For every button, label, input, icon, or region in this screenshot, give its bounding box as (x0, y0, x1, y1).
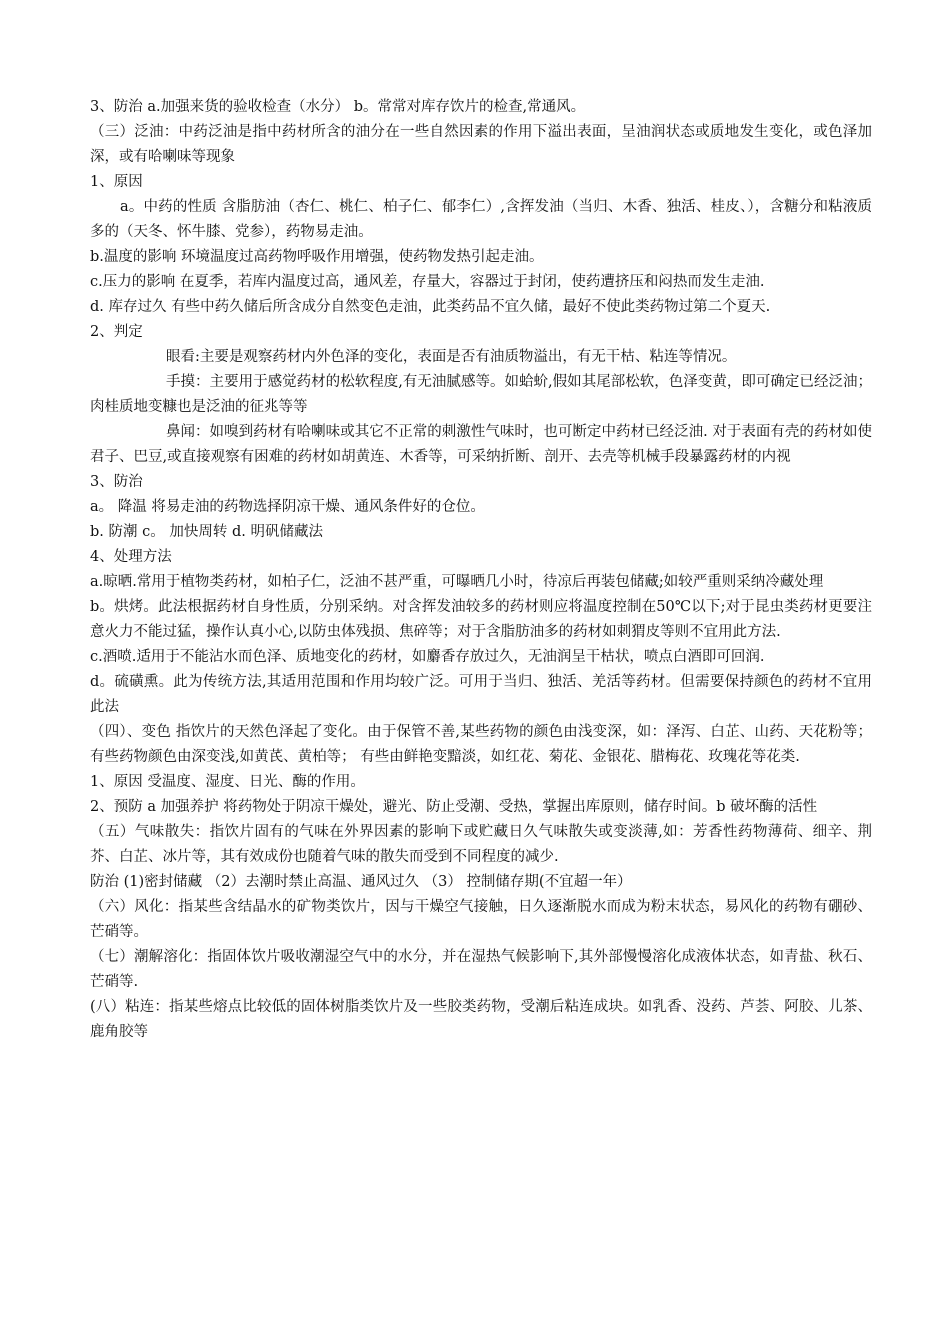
text-line: 防治 (1)密封储藏 （2）去潮时禁止高温、通风过久 （3） 控制储存期(不宜超一年） (90, 874, 632, 890)
text-line: d. 库存过久 有些中药久储后所含成分自然变色走油，此类药品不宜久储，最好不使此类药物过第二个夏天. (90, 299, 771, 315)
text-line: b.温度的影响 环境温度过高药物呼吸作用增强，使药物发热引起走油。 (90, 249, 544, 265)
text-line: (八）粘连：指某些熔点比较低的固体树脂类饮片及一些胶类药物，受潮后粘连成块。如乳香、没药、芦荟、阿胶、儿茶、鹿角胶等 (90, 999, 872, 1040)
text-line: b。烘烤。此法根据药材自身性质，分别采纳。对含挥发油较多的药材则应将温度控制在50℃以下;对于昆虫类药材更要注意火力不能过猛，操作认真小心,以防虫体残损、焦碎等；对于含脂肪油多的药材如刺猬皮等则不宜用此方法. (90, 599, 872, 640)
section-heading: 2、判定 (90, 324, 143, 340)
text-line: c.酒喷.适用于不能沾水而色泽、质地变化的药材，如麝香存放过久，无油润呈干枯状，喷点白酒即可回润. (90, 649, 765, 665)
text-line: 眼看:主要是观察药材内外色泽的变化，表面是否有油质物溢出，有无干枯、粘连等情况。 (166, 349, 737, 365)
text-line: 2、预防 a 加强养护 将药物处于阴凉干燥处，避光、防止受潮、受热，掌握出库原则，储存时间。b 破坏酶的活性 (90, 799, 818, 815)
section-heading: 1、原因 (90, 174, 143, 190)
text-line: a.晾晒.常用于植物类药材，如柏子仁，泛油不甚严重，可曝晒几小时，待凉后再装包储藏;如较严重则采纳冷藏处理 (90, 574, 824, 590)
text-line: 3、防治 a.加强来货的验收检查（水分） b。常常对库存饮片的检查,常通风。 (90, 99, 586, 115)
text-line: a。中药的性质 含脂肪油（杏仁、桃仁、柏子仁、郁李仁）,含挥发油（当归、木香、独活、桂皮、），含糖分和粘液质多的（天冬、怀牛膝、党参），药物易走油。 (90, 199, 872, 240)
section-heading: 4、处理方法 (90, 549, 172, 565)
text-line: （七）潮解溶化：指固体饮片吸收潮湿空气中的水分，并在湿热气候影响下,其外部慢慢溶化成液体状态，如青盐、秋石、芒硝等. (90, 949, 872, 990)
text-line: 鼻闻：如嗅到药材有哈喇味或其它不正常的刺激性气味时，也可断定中药材已经泛油. 对于表面有壳的药材如使君子、巴豆,或直接观察有困难的药材如胡黄连、木香等，可采纳折断、剖开、去壳等机械手段暴露药材的内视 (90, 424, 872, 465)
text-line: a。 降温 将易走油的药物选择阴凉干燥、通风条件好的仓位。 (90, 499, 485, 515)
text-line: （四）、变色 指饮片的天然色泽起了变化。由于保管不善,某些药物的颜色由浅变深，如：泽泻、白芷、山药、天花粉等；有些药物颜色由深变浅,如黄芪、黄柏等； 有些由鲜艳变黯淡，如红花、菊花、金银花、腊梅花、玫瑰花等花类. (90, 724, 872, 765)
section-heading: 3、防治 (90, 474, 143, 490)
text-line: 1、原因 受温度、湿度、日光、酶的作用。 (90, 774, 365, 790)
text-line: d。硫磺熏。此为传统方法,其适用范围和作用均较广泛。可用于当归、独活、羌活等药材。但需要保持颜色的药材不宜用此法 (90, 674, 872, 715)
text-line: （五）气味散失：指饮片固有的气味在外界因素的影响下或贮藏日久气味散失或变淡薄,如：芳香性药物薄荷、细辛、荆芥、白芷、冰片等，其有效成份也随着气味的散失而受到不同程度的减少. (90, 824, 872, 865)
document-page (90, 95, 872, 1045)
text-line: （六）风化：指某些含结晶水的矿物类饮片，因与干燥空气接触，日久逐渐脱水而成为粉末状态，易风化的药物有硼砂、芒硝等。 (90, 899, 872, 940)
text-line: c.压力的影响 在夏季，若库内温度过高，通风差，存量大，容器过于封闭，使药遭挤压和闷热而发生走油. (90, 274, 765, 290)
text-line: b. 防潮 c。 加快周转 d. 明矾储藏法 (90, 524, 323, 540)
text-line: （三）泛油：中药泛油是指中药材所含的油分在一些自然因素的作用下溢出表面，呈油润状态或质地发生变化，或色泽加深，或有哈喇味等现象 (90, 124, 872, 165)
text-line: 手摸：主要用于感觉药材的松软程度,有无油腻感等。如蛤蚧,假如其尾部松软，色泽变黄，即可确定已经泛油；肉桂质地变糠也是泛油的征兆等等 (90, 374, 872, 415)
